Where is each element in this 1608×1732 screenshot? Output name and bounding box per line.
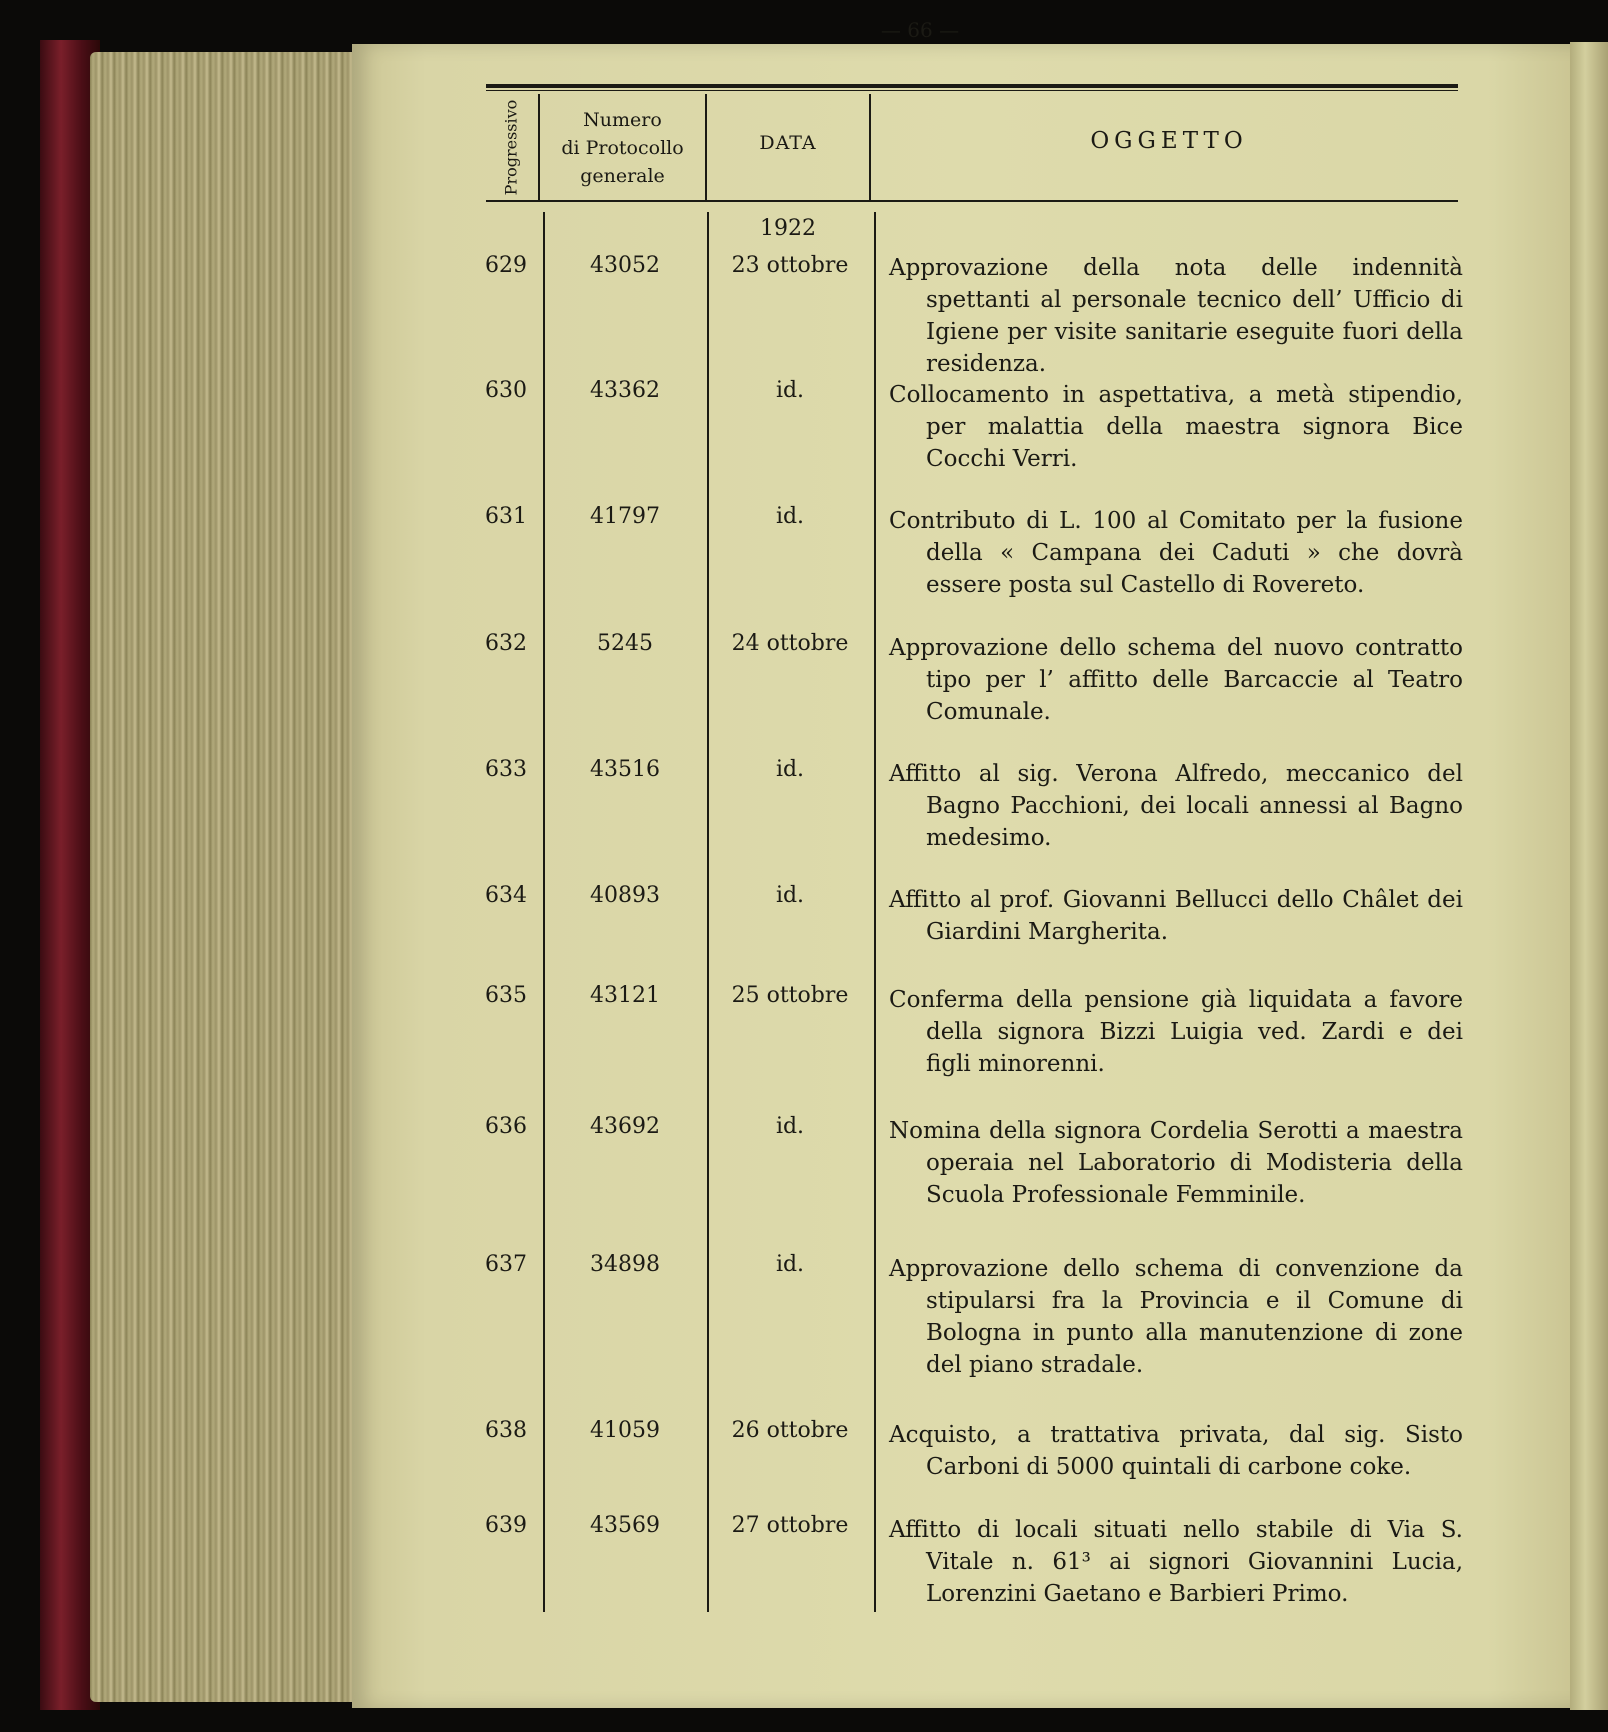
row-protocollo: 41059 bbox=[590, 1418, 660, 1443]
row-progressivo: 629 bbox=[485, 253, 527, 278]
row-data: id. bbox=[775, 883, 805, 908]
row-data: id. bbox=[775, 378, 805, 403]
column-header-numero-line: generale bbox=[580, 165, 665, 187]
column-divider bbox=[707, 212, 709, 1612]
row-progressivo: 633 bbox=[485, 757, 527, 782]
row-data: id. bbox=[775, 757, 805, 782]
header-top-rule bbox=[486, 84, 1458, 88]
row-data: 26 ottobre bbox=[731, 1418, 849, 1443]
row-oggetto: Approvazione dello schema del nuovo contratto tipo per l’ affitto delle Barcaccie al Teatro Comunale. bbox=[889, 635, 1463, 725]
column-header-data: DATA bbox=[759, 132, 817, 154]
row-protocollo: 34898 bbox=[590, 1252, 660, 1277]
year-label: 1922 bbox=[760, 216, 816, 241]
header-bottom-rule bbox=[486, 200, 1458, 202]
row-progressivo: 631 bbox=[485, 504, 527, 529]
column-divider bbox=[874, 212, 876, 1612]
row-data: 25 ottobre bbox=[731, 983, 849, 1008]
column-header-progressivo-label: Progressivo bbox=[501, 99, 521, 195]
row-protocollo: 43121 bbox=[590, 983, 660, 1008]
column-header-numero bbox=[545, 106, 700, 190]
row-protocollo: 5245 bbox=[597, 631, 653, 656]
row-oggetto: Approvazione dello schema di convenzione da stipularsi fra la Provincia e il Comune di Bologna in punto alla manutenzione di zone del piano stradale. bbox=[889, 1256, 1463, 1378]
row-progressivo: 636 bbox=[485, 1114, 527, 1139]
column-divider bbox=[543, 212, 545, 1612]
row-oggetto: Nomina della signora Cordelia Serotti a maestra operaia nel Laboratorio di Modisteria della Scuola Professionale Femminile. bbox=[889, 1118, 1463, 1208]
row-data: id. bbox=[775, 504, 805, 529]
row-data: 24 ottobre bbox=[731, 631, 849, 656]
column-header-numero-line: Numero bbox=[583, 109, 662, 131]
row-protocollo: 43516 bbox=[590, 757, 660, 782]
column-divider bbox=[705, 94, 707, 200]
row-protocollo: 41797 bbox=[590, 504, 660, 529]
row-progressivo: 630 bbox=[485, 378, 527, 403]
page-number: — 66 — bbox=[880, 18, 960, 42]
column-divider bbox=[869, 94, 871, 200]
row-protocollo: 43362 bbox=[590, 378, 660, 403]
row-protocollo: 40893 bbox=[590, 883, 660, 908]
row-protocollo: 43569 bbox=[590, 1513, 660, 1538]
column-header-progressivo bbox=[486, 96, 536, 198]
page-stack-edges bbox=[90, 52, 395, 1702]
row-progressivo: 638 bbox=[485, 1418, 527, 1443]
row-oggetto: Contributo di L. 100 al Comitato per la fusione della « Campana dei Caduti » che dovrà essere posta sul Castello di Rovereto. bbox=[889, 508, 1463, 598]
row-oggetto: Approvazione della nota delle indennità spettanti al personale tecnico dell’ Ufficio di Igiene per visite sanitarie eseguite fuori della residenza. bbox=[889, 255, 1463, 377]
row-data: 23 ottobre bbox=[731, 253, 849, 278]
header-top-rule-thin bbox=[486, 90, 1458, 91]
row-protocollo: 43052 bbox=[590, 253, 660, 278]
row-oggetto: Affitto di locali situati nello stabile di Via S. Vitale n. 61³ ai signori Giovannini Lucia, Lorenzini Gaetano e Barbieri Primo. bbox=[889, 1517, 1463, 1607]
row-oggetto: Affitto al sig. Verona Alfredo, meccanico del Bagno Pacchioni, dei locali annessi al Bagno medesimo. bbox=[889, 761, 1463, 851]
column-header-oggetto: OGGETTO bbox=[1090, 128, 1248, 154]
row-oggetto: Collocamento in aspettativa, a metà stipendio, per malattia della maestra signora Bice Cocchi Verri. bbox=[889, 382, 1463, 472]
row-oggetto: Acquisto, a trattativa privata, dal sig. Sisto Carboni di 5000 quintali di carbone coke. bbox=[889, 1422, 1463, 1480]
row-progressivo: 639 bbox=[485, 1513, 527, 1538]
row-progressivo: 632 bbox=[485, 631, 527, 656]
column-header-numero-line: di Protocollo bbox=[561, 137, 684, 159]
row-data: id. bbox=[775, 1114, 805, 1139]
row-data: 27 ottobre bbox=[731, 1513, 849, 1538]
row-progressivo: 634 bbox=[485, 883, 527, 908]
row-data: id. bbox=[775, 1252, 805, 1277]
row-oggetto: Conferma della pensione già liquidata a favore della signora Bizzi Luigia ved. Zardi e dei figli minorenni. bbox=[889, 987, 1463, 1077]
row-progressivo: 635 bbox=[485, 983, 527, 1008]
row-protocollo: 43692 bbox=[590, 1114, 660, 1139]
row-oggetto: Affitto al prof. Giovanni Bellucci dello Châlet dei Giardini Margherita. bbox=[889, 887, 1463, 945]
row-progressivo: 637 bbox=[485, 1252, 527, 1277]
facing-page-edge bbox=[1570, 42, 1608, 1710]
column-divider bbox=[538, 94, 540, 200]
